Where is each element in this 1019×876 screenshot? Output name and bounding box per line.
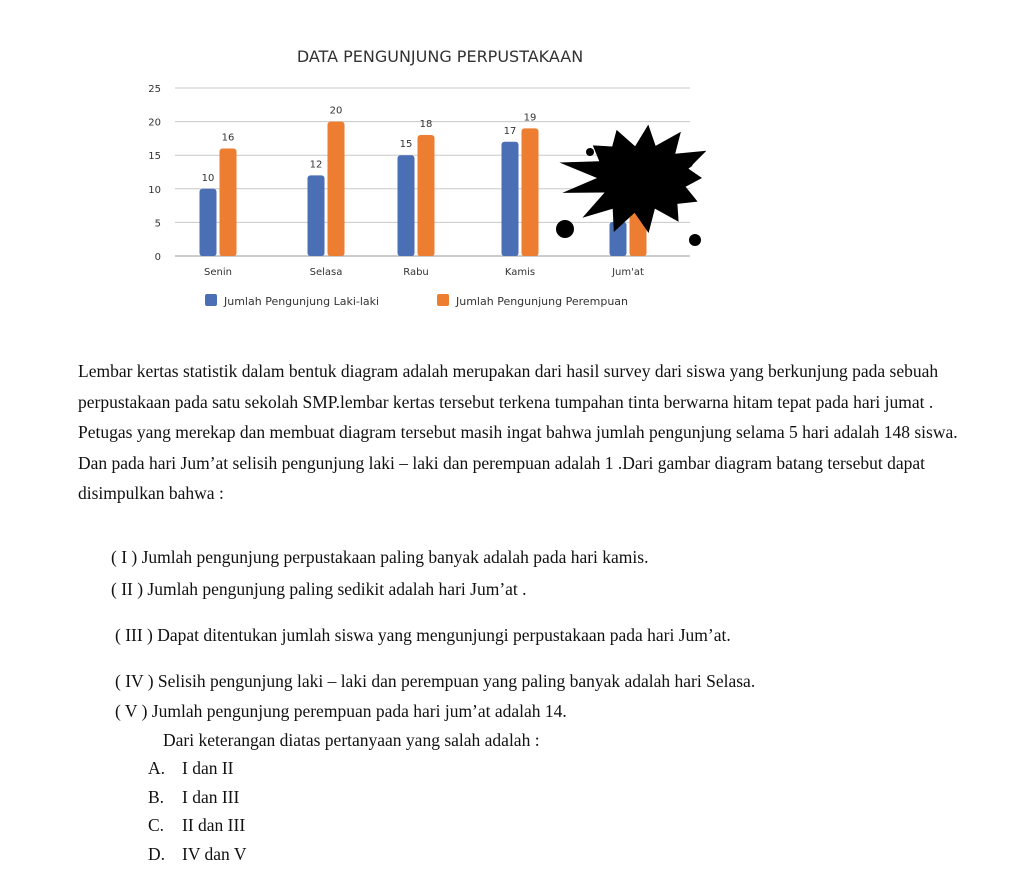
- data-label: 15: [399, 139, 413, 151]
- data-label: 10: [201, 172, 215, 184]
- option-letter: A.: [148, 758, 166, 778]
- option-text: IV dan V: [182, 844, 247, 864]
- legend-swatch-perempuan: [437, 294, 449, 306]
- legend-label-perempuan: Jumlah Pengunjung Perempuan: [456, 295, 629, 308]
- option-a[interactable]: [148, 758, 234, 779]
- bar-laki-kamis: [502, 142, 519, 256]
- x-tick-label: Kamis: [504, 267, 536, 278]
- data-label: 19: [523, 112, 537, 124]
- statement-3: ( III ) Dapat ditentukan jumlah siswa yang mengunjungi perpustakaan pada hari Jum’at.: [115, 625, 731, 645]
- legend-swatch-laki: [205, 294, 217, 306]
- bar-perempuan-rabu: [418, 135, 435, 256]
- statement-2: ( II ) Jumlah pengunjung paling sedikit adalah hari Jum’at .: [111, 579, 527, 599]
- bar-perempuan-kamis: [522, 128, 539, 256]
- statement-4: ( IV ) Selisih pengunjung laki – laki dan perempuan yang paling banyak adalah hari Selasa.: [115, 671, 756, 691]
- option-letter: C.: [148, 815, 165, 835]
- option-letter: D.: [148, 844, 166, 864]
- x-tick-label: Rabu: [403, 267, 429, 278]
- y-tick-label: 10: [148, 184, 161, 196]
- y-tick-label: 25: [148, 84, 161, 95]
- data-label: 17: [503, 125, 517, 137]
- y-tick-label: 15: [148, 151, 161, 163]
- option-text: I dan III: [182, 787, 240, 807]
- data-label: 16: [221, 132, 235, 144]
- y-tick-label: 5: [154, 218, 161, 230]
- bar-laki-selasa: [308, 175, 325, 256]
- statement-5: ( V ) Jumlah pengunjung perempuan pada hari jum’at adalah 14.: [115, 701, 567, 721]
- bar-chart: [0, 0, 1019, 340]
- bar-laki-senin: [200, 189, 217, 256]
- problem-paragraph: Lembar kertas statistik dalam bentuk diagram adalah merupakan dari hasil survey dari siswa yang berkunjung pada sebuah perpustakaan pada satu sekolah SMP.lembar kertas tersebut terkena tumpahan tinta berwarna hitam tepat pada hari jumat . Petugas yang merekap dan membuat diagram tersebut masih ingat bahwa jumlah pengunjung selama 5 hari adalah 148 siswa. Dan pada hari Jum’at selisih pengunjung laki – laki dan perempuan adalah 1 .Dari gambar diagram batang tersebut dapat disimpulkan bahwa :: [78, 361, 958, 503]
- option-text: II dan III: [182, 815, 246, 835]
- x-tick-label: Jum'at: [612, 267, 644, 278]
- legend-label-laki: Jumlah Pengunjung Laki-laki: [224, 295, 380, 308]
- bar-perempuan-selasa: [328, 122, 345, 256]
- option-c[interactable]: [148, 815, 245, 836]
- option-text: I dan II: [182, 758, 234, 778]
- data-label: 20: [329, 105, 343, 117]
- bar-laki-rabu: [398, 155, 415, 256]
- x-tick-label: Selasa: [309, 267, 343, 278]
- y-tick-label: 20: [148, 117, 161, 129]
- chart-title: DATA PENGUNJUNG PERPUSTAKAAN: [296, 47, 584, 66]
- question-text: Dari keterangan diatas pertanyaan yang salah adalah :: [163, 730, 540, 750]
- data-label: 12: [309, 159, 323, 171]
- bar-perempuan-senin: [220, 148, 237, 256]
- data-label: 18: [419, 119, 433, 131]
- statement-1: ( I ) Jumlah pengunjung perpustakaan paling banyak adalah pada hari kamis.: [111, 547, 649, 567]
- option-b[interactable]: [148, 787, 239, 808]
- option-letter: B.: [148, 787, 165, 807]
- y-tick-label: 0: [154, 252, 161, 263]
- option-d[interactable]: [148, 844, 247, 865]
- chart-legend: [205, 294, 628, 308]
- x-tick-label: Senin: [204, 267, 232, 278]
